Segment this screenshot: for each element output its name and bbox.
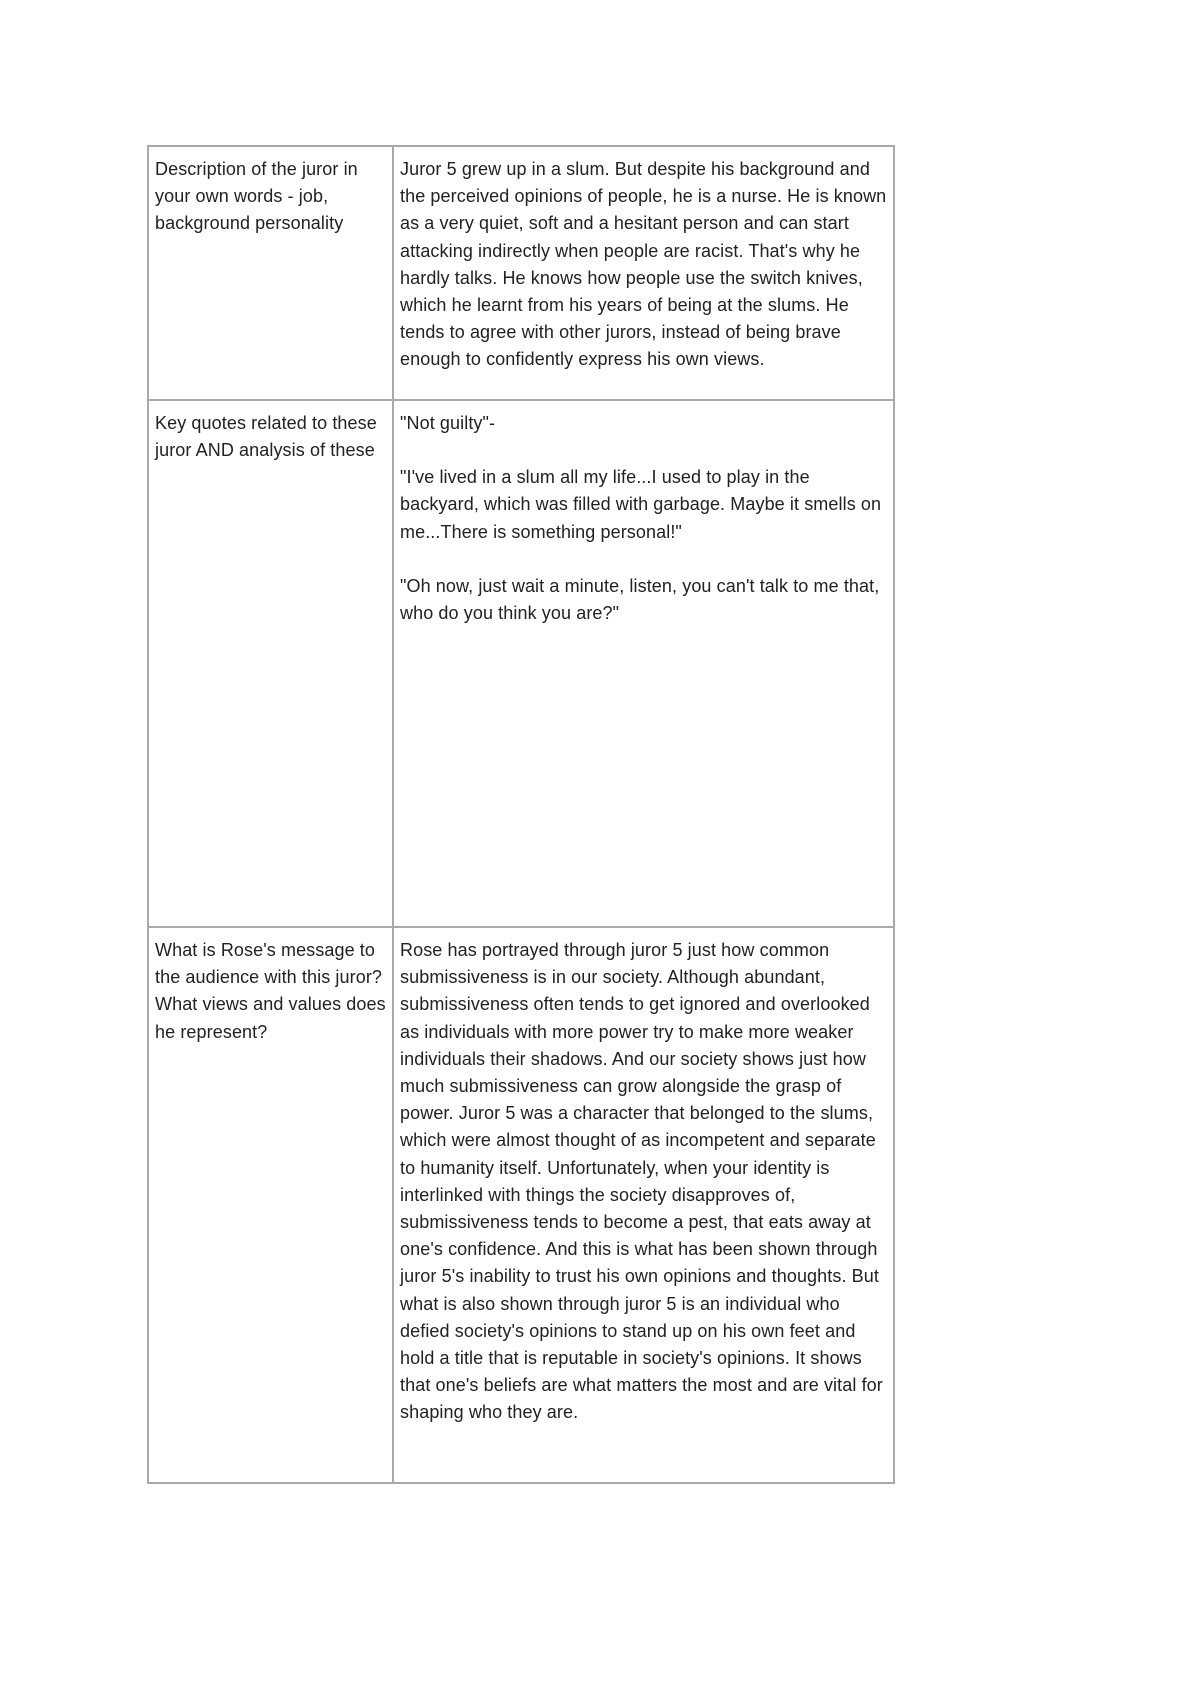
row-label-cell	[148, 927, 393, 1483]
row-label-cell	[148, 146, 393, 400]
juror-analysis-table	[147, 145, 895, 1484]
quote-not-guilty: "Not guilty"-	[400, 413, 496, 433]
description-text: Juror 5 grew up in a slum. But despite his background and the perceived opinions of people, he is a nurse. He is known as a very quiet, soft and a hesitant person and can start attacking indirectly when people are racist. That's why he hardly talks. He knows how people use the switch knives, which he learnt from his years of being at the slums. He tends to agree with other jurors, instead of being brave enough to confidently express his own views.	[400, 159, 887, 370]
row-label-cell	[148, 400, 393, 927]
message-label: What is Rose's message to the audience with this juror? What views and values does he represent?	[155, 940, 386, 1042]
quote-wait-a-minute: "Oh now, just wait a minute, listen, you can't talk to me that, who do you think you are?"	[400, 575, 880, 624]
key-quotes-label: Key quotes related to these juror AND analysis of these	[155, 413, 377, 461]
row-content-cell	[393, 146, 894, 400]
message-text: Rose has portrayed through juror 5 just how common submissiveness is in our society. Although abundant, submissiveness often tends to get ignored and overlooked as individuals with more power try to make more weaker individuals their shadows. And our society shows just how much submissiveness can grow alongside the grasp of power. Juror 5 was a character that belonged to the slums, which were almost thought of as incompetent and separate to humanity itself. Unfortunately, when your identity is interlinked with things the society disapproves of, submissiveness tends to become a pest, that eats away at one's confidence. And this is what has been shown through juror 5's inability to trust his own opinions and thoughts. But what is also shown through juror 5 is an individual who defied society's opinions to stand up on his own feet and hold a title that is reputable in society's opinions. It shows that one's beliefs are what matters the most and are vital for shaping who they are.	[400, 940, 883, 1423]
quote-slum: "I've lived in a slum all my life...I used to play in the backyard, which was filled with garbage. Maybe it smells on me...There is something personal!"	[400, 467, 882, 542]
table-row	[148, 927, 894, 1483]
table-row	[148, 400, 894, 927]
description-label: Description of the juror in your own words - job, background personality	[155, 159, 358, 234]
row-content-cell	[393, 927, 894, 1483]
row-content-cell	[393, 400, 894, 927]
table-row	[148, 146, 894, 400]
